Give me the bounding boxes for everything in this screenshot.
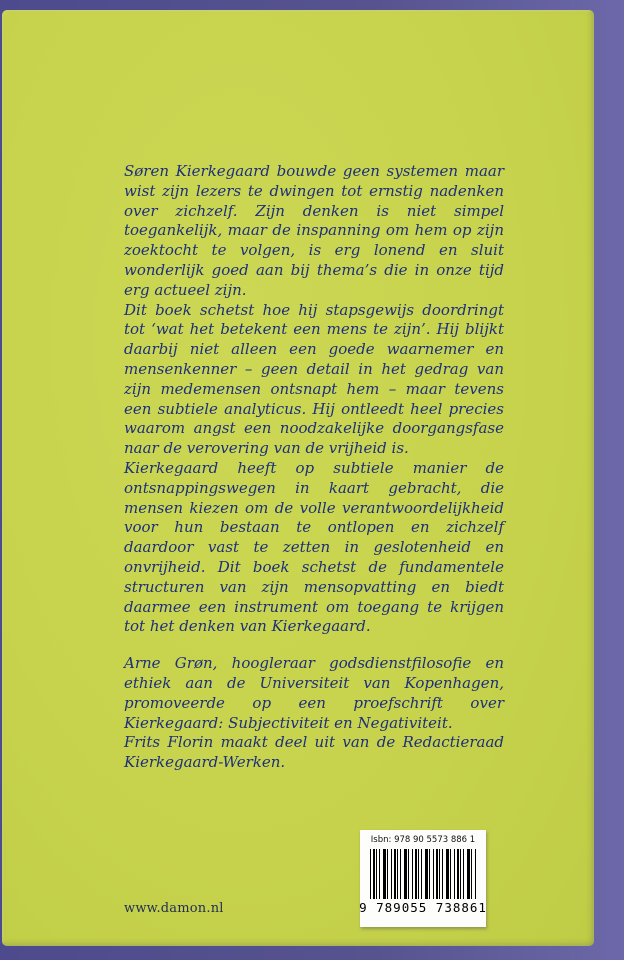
isbn-label: Isbn: 978 90 5573 886 1	[370, 835, 476, 845]
blurb-paragraph: Søren Kierkegaard bouwde geen systemen maar wist zijn lezers te dwingen tot ernstig nadenken over zichzelf. Zijn denken is niet simpel toegankelijk, maar de inspanning om hem op zijn zoektocht te volgen, is erg lonend en sluit wonderlijk goed aan bij thema’s die in onze tijd erg actueel zijn.	[124, 162, 504, 299]
barcode-number: 9 789055 738861	[359, 900, 487, 915]
barcode-bars	[370, 849, 476, 899]
author-bio-block	[124, 654, 504, 773]
blurb-paragraph: Kierkegaard heeft op subtiele manier de ontsnappingswegen in kaart gebracht, die mensen kiezen om de volle verantwoordelijkheid voor hun bestaan te ontlopen en zichzelf daardoor vast te zetten in geslotenheid en onvrijheid. Dit boek schetst de fundamentele structuren van zijn mensopvatting en biedt daarmee een instrument om toegang te krijgen tot het denken van Kierkegaard.	[124, 458, 504, 636]
isbn-barcode-box	[360, 830, 486, 927]
publisher-website: www.damon.nl	[124, 901, 224, 916]
bio-paragraph: Arne Grøn, hoogleraar godsdienstfilosofie en ethiek aan de Universiteit van Kopenhagen, promoveerde op een proefschrift over Kierkegaard: Subjectiviteit en Negativiteit.	[124, 654, 504, 732]
blurb-paragraph: Dit boek schetst hoe hij stapsgewijs doordringt tot ‘wat het betekent een mens te zijn’. Hij blijkt daarbij niet alleen een goede waarnemer en mensenkenner – geen detail in het gedrag van zijn medemensen ontsnapt hem – maar tevens een subtiele analyticus. Hij ontleedt heel precies waarom angst een noodzakelijke doorgangsfase naar de verovering van de vrijheid is.	[124, 300, 504, 458]
blurb-text-block	[124, 162, 504, 773]
bio-paragraph: Frits Florin maakt deel uit van de Redactieraad Kierkegaard-Werken.	[124, 733, 504, 772]
back-cover-panel	[2, 10, 594, 946]
